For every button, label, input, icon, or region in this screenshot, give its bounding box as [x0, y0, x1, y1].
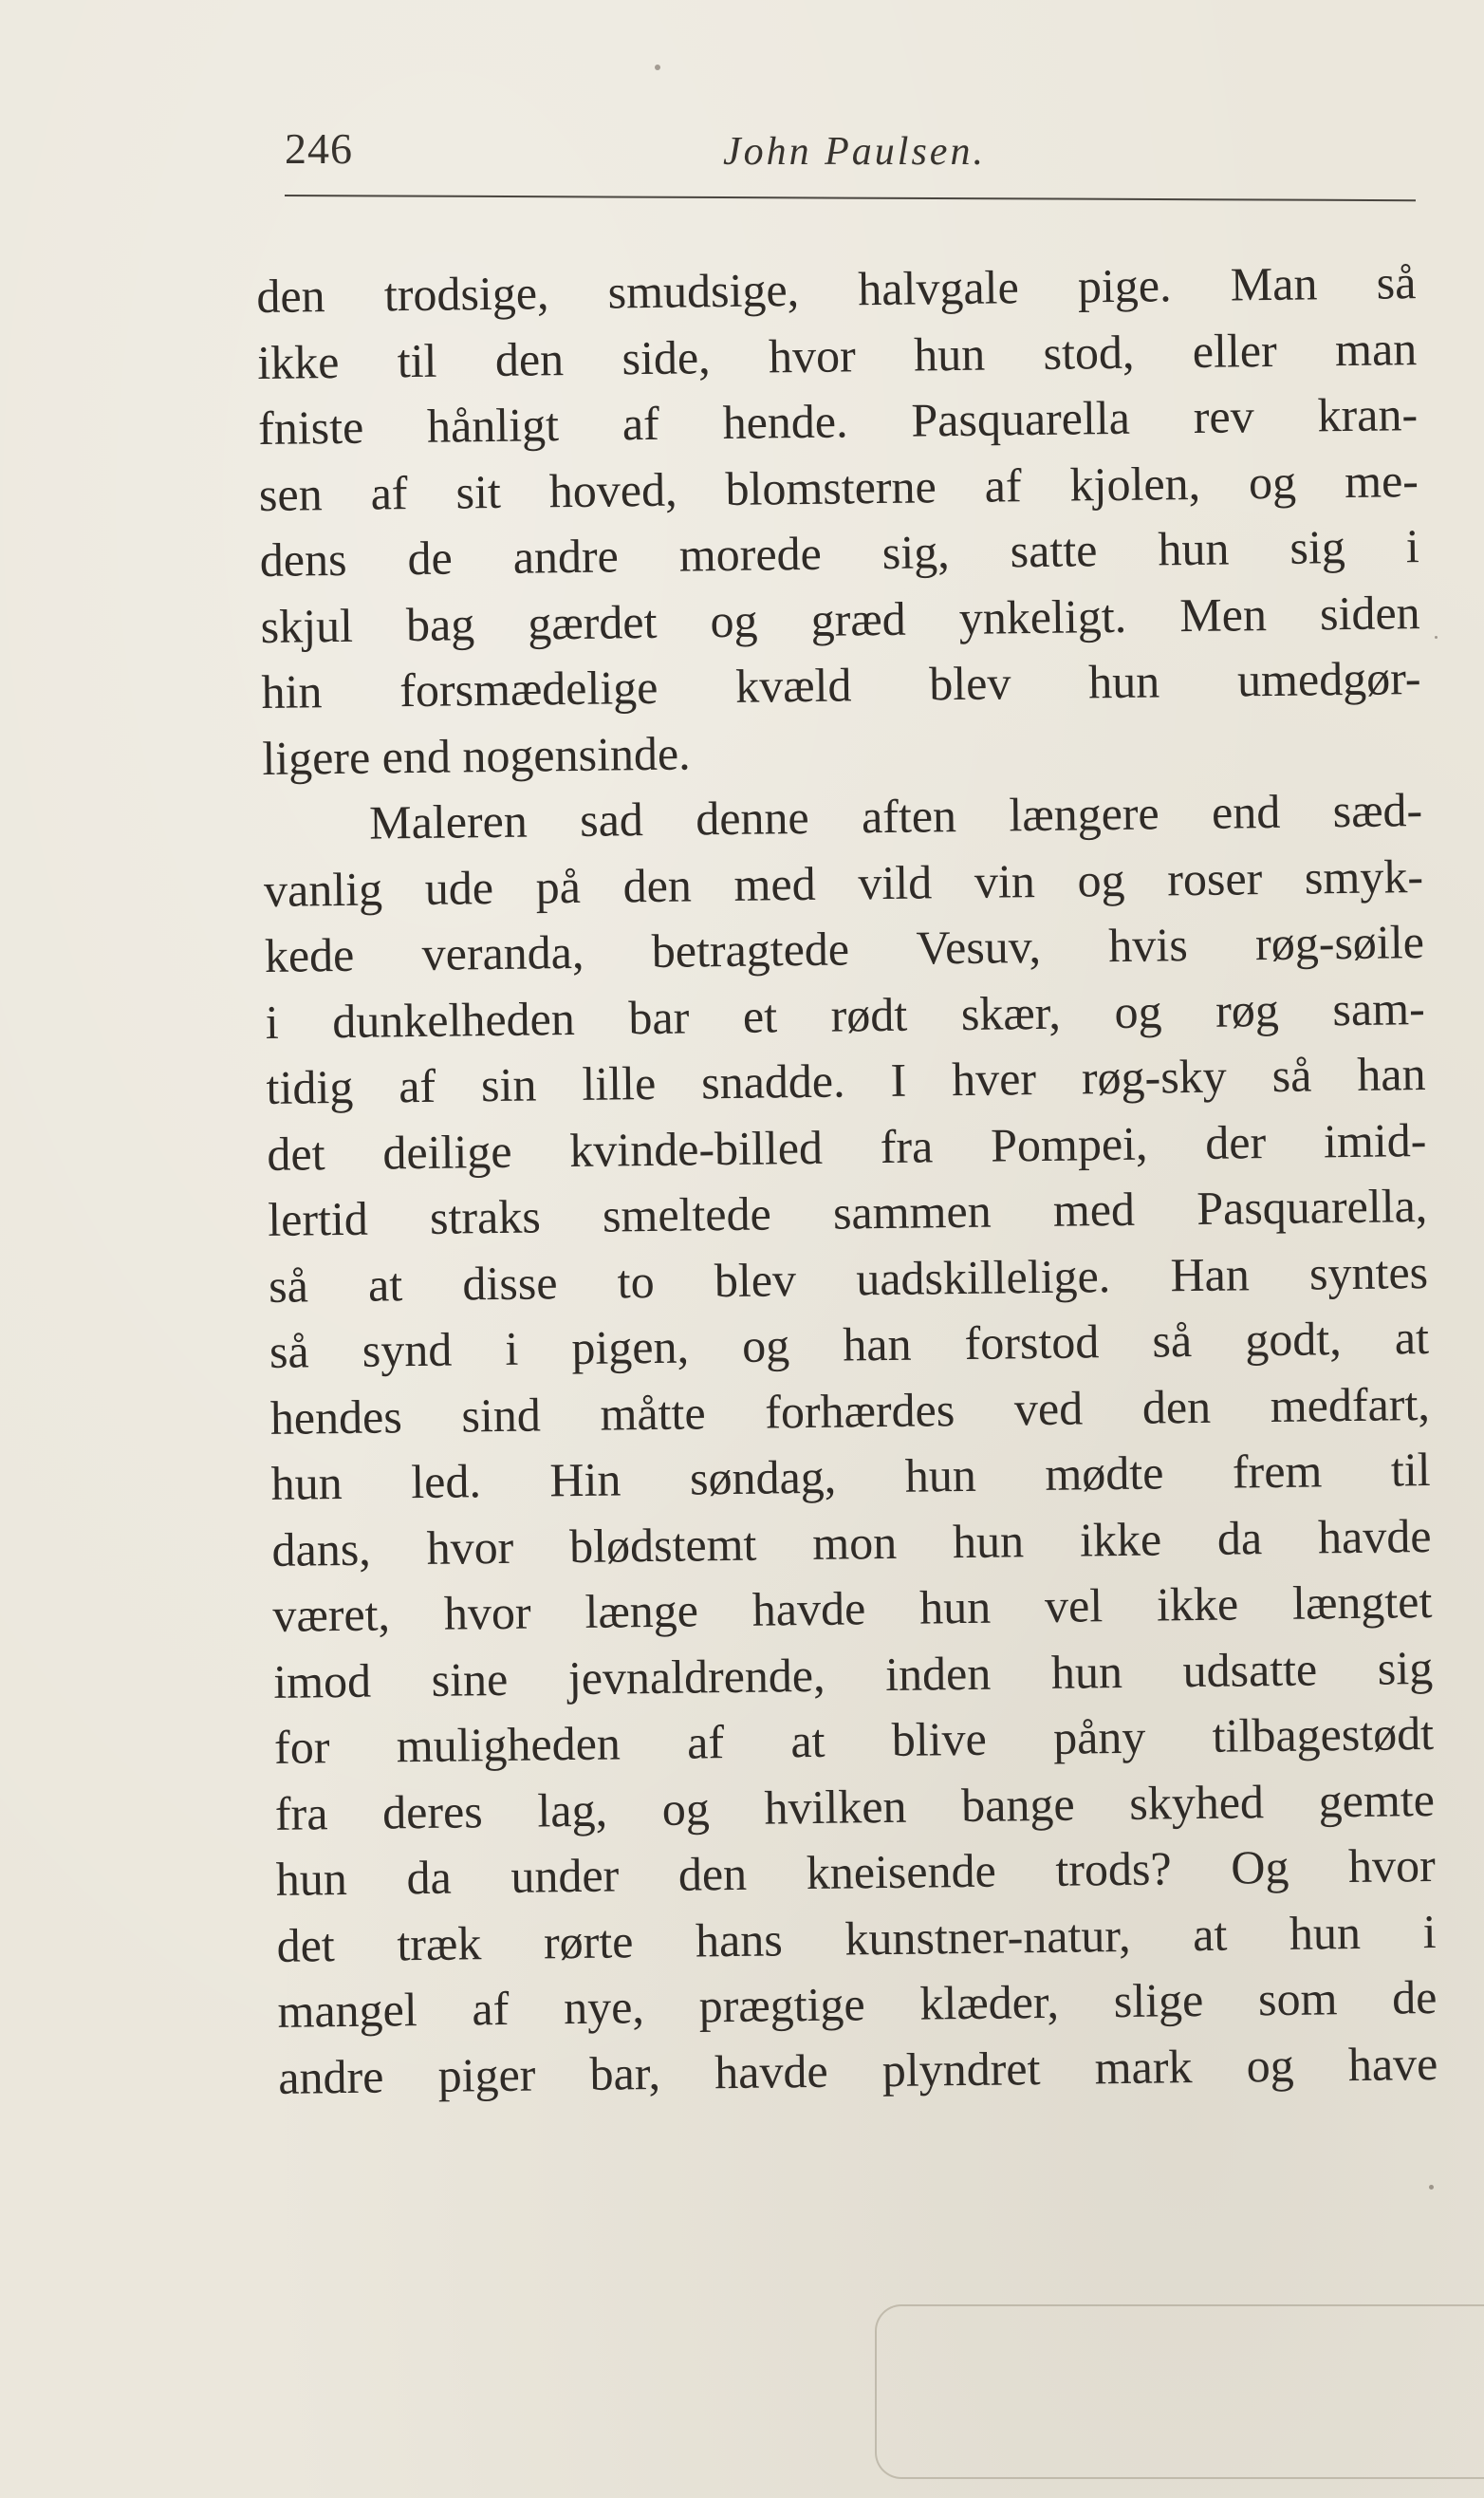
text-line: imod sine jevnaldrende, inden hun udsatte sig	[272, 1640, 1434, 1708]
text-line: det deilige kvinde-billed fra Pompei, der imid-	[267, 1112, 1427, 1181]
text-line: dans, hvor blødstemt mon hun ikke da havde	[271, 1508, 1432, 1576]
text-line: den trodsige, smudsige, halvgale pige. Man så	[256, 255, 1417, 323]
text-line: hun led. Hin søndag, hun mødte frem til	[270, 1442, 1431, 1510]
text-line: i dunkelheden bar et rødt skær, og røg sam-	[265, 980, 1426, 1049]
paragraph-1	[256, 250, 1422, 792]
paper-speck	[655, 65, 660, 70]
paper-speck	[1429, 2185, 1434, 2190]
text-line: hun da under den kneisende trods? Og hvor	[275, 1837, 1437, 1906]
text-line: hendes sind måtte forhærdes ved den medfart,	[269, 1376, 1431, 1445]
text-line: hin forsmædelige kvæld blev hun umedgør-	[261, 651, 1421, 718]
faint-stamp-outline	[875, 2304, 1484, 2479]
text-line: det træk rørte hans kunstner-natur, at hun i	[276, 1904, 1437, 1972]
paragraph-2	[263, 777, 1438, 2111]
text-line: ligere end nogensinde.	[262, 725, 691, 785]
text-line: Maleren sad denne aften længere end sæd-	[368, 783, 1423, 849]
text-line: ikke til den side, hvor hun stod, eller man	[256, 321, 1418, 389]
page-header	[285, 123, 1416, 190]
text-line: vanlig ude på den med vild vin og roser smyk-	[263, 848, 1424, 917]
text-line: fra deres lag, og hvilken bange skyhed gemte	[274, 1772, 1436, 1840]
text-line: været, hvor længe havde hun vel ikke længtet	[272, 1574, 1433, 1642]
text-line: for muligheden af at blive påny tilbagestødt	[273, 1706, 1435, 1774]
text-line: andre piger bar, havde plyndret mark og have	[277, 2036, 1438, 2104]
text-line: skjul bag gærdet og græd ynkeligt. Men siden	[260, 585, 1420, 653]
text-line: tidig af sin lille snadde. I hver røg-sky så han	[266, 1047, 1426, 1114]
text-line: sen af sit hoved, blomsterne af kjolen, og me-	[258, 453, 1419, 521]
text-line: lertid straks smeltede sammen med Pasquarella,	[267, 1178, 1428, 1246]
header-rule	[285, 195, 1416, 201]
paper-speck	[1435, 636, 1438, 639]
text-line: kede veranda, betragtede Vesuv, hvis røg-søile	[264, 915, 1425, 982]
body-text	[256, 250, 1438, 2111]
running-title: John Paulsen.	[723, 130, 986, 174]
page-number: 246	[285, 124, 353, 173]
text-line: så at disse to blev uadskillelige. Han syntes	[268, 1244, 1429, 1313]
text-line: fniste hånligt af hende. Pasquarella rev kran-	[257, 387, 1419, 455]
text-line: så synd i pigen, og han forstod så godt, at	[269, 1310, 1430, 1378]
text-line: mangel af nye, prægtige klæder, slige som de	[277, 1969, 1438, 2038]
text-line: dens de andre morede sig, satte hun sig i	[259, 519, 1420, 587]
